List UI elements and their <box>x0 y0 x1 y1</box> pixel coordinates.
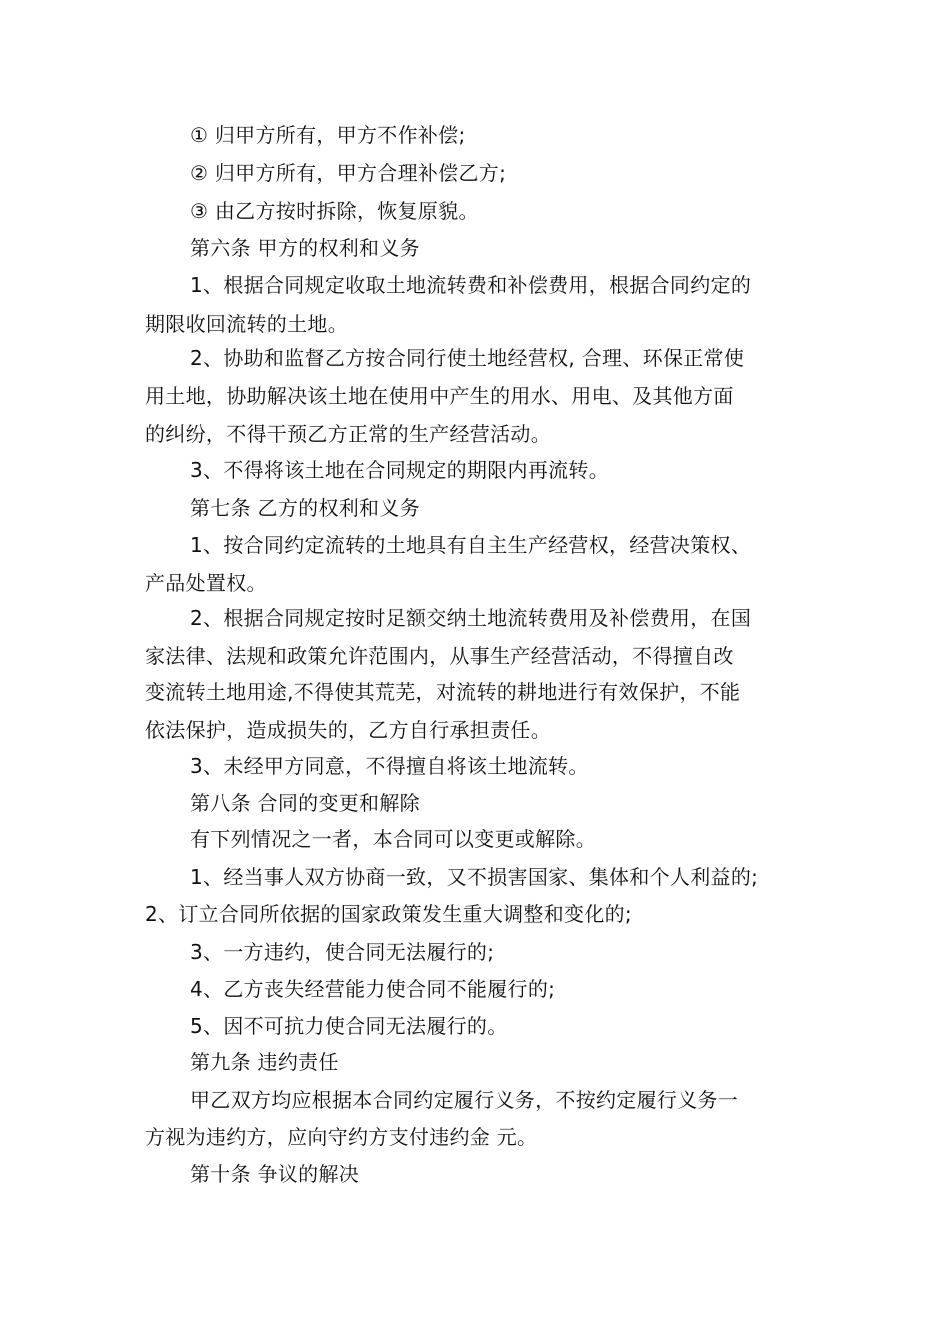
text-line: 2、根据合同规定按时足额交纳土地流转费用及补偿费用，在国 <box>190 606 752 630</box>
text-line: 2、订立合同所依据的国家政策发生重大调整和变化的; <box>145 902 632 926</box>
text-line: ① 归甲方所有，甲方不作补偿; <box>190 123 466 147</box>
text-line: 1、按合同约定流转的土地具有自主生产经营权，经营决策权、 <box>190 533 752 557</box>
text-line: 3、一方违约，使合同无法履行的; <box>190 940 495 964</box>
text-line: 家法律、法规和政策允许范围内，从事生产经营活动，不得擅自改 <box>145 644 734 668</box>
text-line: 产品处置权。 <box>145 571 267 595</box>
text-line: 3、未经甲方同意，不得擅自将该土地流转。 <box>190 754 589 778</box>
text-line: 1、经当事人双方协商一致，又不损害国家、集体和个人利益的; <box>190 865 759 889</box>
text-line: 依法保护，造成损失的，乙方自行承担责任。 <box>145 718 551 742</box>
text-line: 2、协助和监督乙方按合同行使土地经营权, 合理、环保正常使 <box>190 346 745 370</box>
text-line: 3、不得将该土地在合同规定的期限内再流转。 <box>190 458 610 482</box>
text-line: 4、乙方丧失经营能力使合同不能履行的; <box>190 977 556 1001</box>
text-line: 方视为违约方，应向守约方支付违约金 元。 <box>145 1125 538 1149</box>
text-line: 用土地，协助解决该土地在使用中产生的用水、用电、及其他方面 <box>145 384 734 408</box>
text-line: 期限收回流转的土地。 <box>145 312 348 336</box>
text-line: 5、因不可抗力使合同无法履行的。 <box>190 1014 508 1038</box>
section-heading: 第六条 甲方的权利和义务 <box>190 236 420 260</box>
text-line: 变流转土地用途,不得使其荒芜，对流转的耕地进行有效保护，不能 <box>145 680 741 704</box>
text-line: 的纠纷，不得干预乙方正常的生产经营活动。 <box>145 422 551 446</box>
section-heading: 第十条 争议的解决 <box>190 1162 360 1186</box>
text-line: 有下列情况之一者，本合同可以变更或解除。 <box>190 827 596 851</box>
section-heading: 第九条 违约责任 <box>190 1050 339 1074</box>
section-heading: 第八条 合同的变更和解除 <box>190 791 420 815</box>
text-line: 1、根据合同规定收取土地流转费和补偿费用，根据合同约定的 <box>190 273 752 297</box>
section-heading: 第七条 乙方的权利和义务 <box>190 496 420 520</box>
text-line: ② 归甲方所有，甲方合理补偿乙方; <box>190 161 507 185</box>
text-line: 甲乙双方均应根据本合同约定履行义务，不按约定履行义务一 <box>190 1088 739 1112</box>
text-line: ③ 由乙方按时拆除，恢复原貌。 <box>190 199 479 223</box>
